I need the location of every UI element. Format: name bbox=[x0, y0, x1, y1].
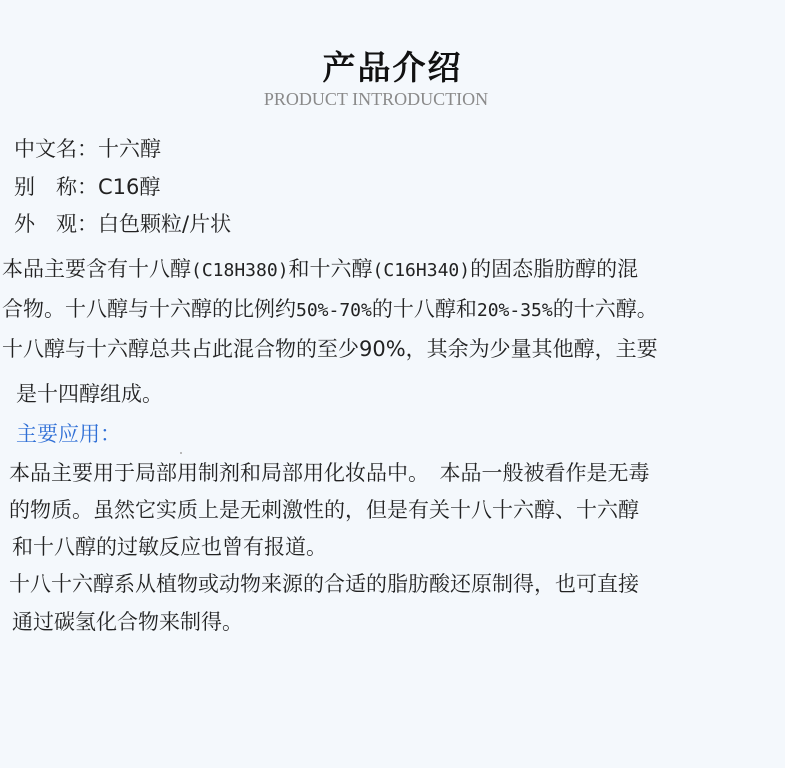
description-text: 的十六醇。 bbox=[552, 297, 658, 321]
ratio-text: 20%-35% bbox=[476, 300, 553, 321]
application-line: 十八十六醇系从植物或动物来源的合适的脂肪酸还原制得，也可直接 bbox=[9, 572, 639, 596]
spec-label: 别 称： bbox=[14, 175, 98, 199]
formula-text: (C18H380) bbox=[191, 260, 289, 281]
description-line: 十八醇与十六醇总共占此混合物的至少90%，其余为少量其他醇，主要 bbox=[2, 337, 658, 361]
spec-row-appearance bbox=[14, 211, 231, 237]
spec-value: C16醇 bbox=[98, 175, 161, 199]
spec-label: 外 观： bbox=[14, 212, 98, 236]
description-text: 的固态脂肪醇的混 bbox=[470, 257, 639, 281]
spec-label: 中文名： bbox=[14, 137, 98, 161]
description-text: 本品主要含有十八醇 bbox=[2, 257, 191, 281]
description-line: 是十四醇组成。 bbox=[16, 382, 163, 406]
application-line: 的物质。虽然它实质上是无刺激性的，但是有关十八十六醇、十六醇 bbox=[9, 498, 639, 522]
decorative-dot bbox=[180, 452, 182, 454]
spec-row-chinese-name bbox=[14, 136, 161, 162]
description-text: 的十八醇和 bbox=[371, 297, 477, 321]
page-subtitle: PRODUCT INTRODUCTION bbox=[263, 89, 489, 109]
spec-value: 十六醇 bbox=[98, 137, 161, 161]
page-title: 产品介绍 bbox=[322, 48, 463, 87]
description-text: 合物。十八醇与十六醇的比例约 bbox=[2, 297, 296, 321]
section-heading-main-application: 主要应用： bbox=[16, 422, 121, 446]
ratio-text: 50%-70% bbox=[296, 300, 372, 321]
formula-text: (C16H340) bbox=[372, 260, 471, 281]
description-line bbox=[2, 256, 638, 284]
application-line: 和十八醇的过敏反应也曾有报道。 bbox=[12, 535, 327, 559]
spec-row-alias bbox=[14, 174, 160, 200]
spec-value: 白色颗粒/片状 bbox=[98, 212, 232, 236]
description-line bbox=[2, 296, 658, 324]
description-text: 和十六醇 bbox=[288, 257, 373, 281]
application-line: 本品主要用于局部用制剂和局部用化妆品中。 本品一般被看作是无毒 bbox=[9, 461, 650, 485]
application-line: 通过碳氢化合物来制得。 bbox=[12, 610, 243, 634]
